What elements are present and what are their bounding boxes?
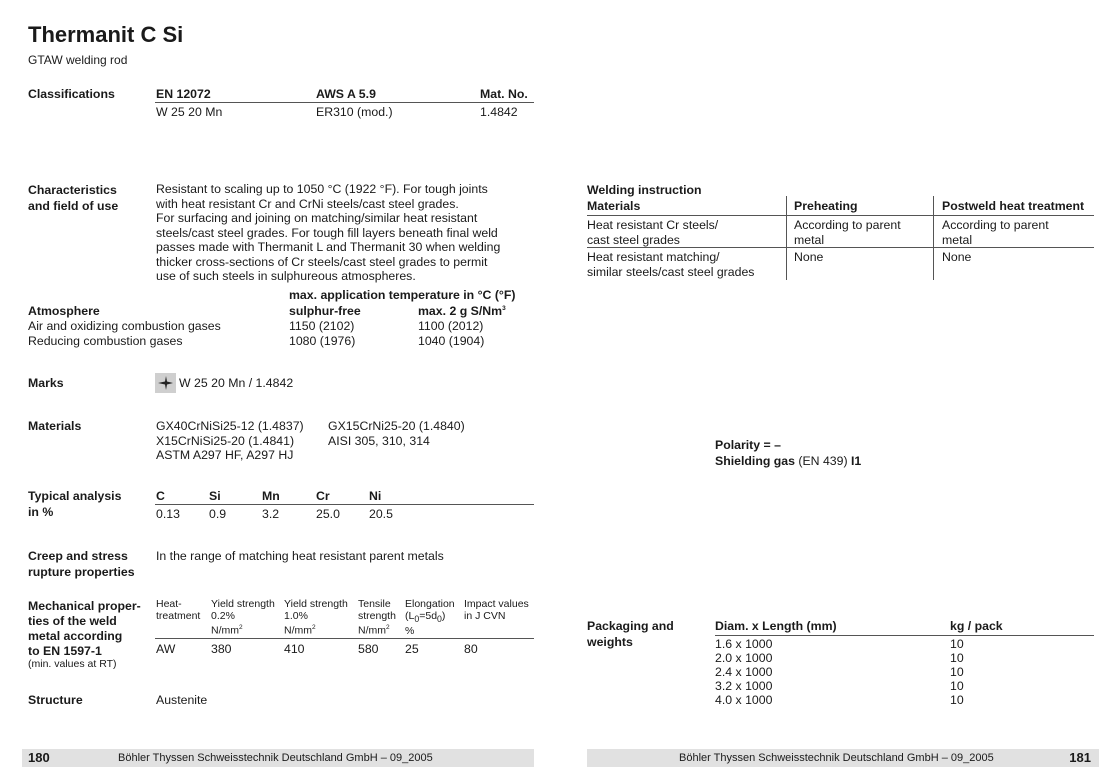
classification-header-en: EN 12072 [156,87,211,101]
max-temp-heading: max. application temperature in °C (°F) [289,288,516,302]
page-number-left: 180 [28,750,50,765]
packaging-diam: 3.2 x 1000 [715,679,773,693]
wi-header-preheating: Preheating [794,199,858,213]
materials-col-1 [156,419,304,463]
packaging-header-kg: kg / pack [950,619,1003,633]
subscript: 0 [437,614,442,625]
marks-value: W 25 20 Mn / 1.4842 [179,376,294,390]
atmosphere-row-value: 1040 (1904) [418,334,485,348]
element-value: 3.2 [262,507,280,521]
characteristics-line: use of such steels in sulphureous atmospheres. [156,269,416,283]
element-value: 25.0 [316,507,340,521]
creep-label [28,548,135,580]
wi-row-rule [587,247,1094,248]
mechanical-label [28,599,141,659]
packaging-label-line: weights [587,635,633,649]
atmosphere-row-value: 1150 (2102) [289,319,355,333]
packaging-kg: 10 [950,693,964,707]
superscript: 3 [502,304,506,312]
mech-value: 25 [405,642,419,656]
mechanical-label-line: to EN 1597-1 [28,644,102,658]
packaging-kg: 10 [950,637,964,651]
mech-value: 80 [464,642,478,656]
classification-value-aws: ER310 (mod.) [316,105,393,119]
material-item: X15CrNiSi25-20 (1.4841) [156,433,295,448]
mechanical-label-line: Mechanical proper- [28,599,141,613]
mechanical-note: (min. values at RT) [28,658,117,670]
wi-cell-line: According to parent [942,218,1049,232]
typical-analysis-label-line: in % [28,505,54,519]
characteristics-line: For surfacing and joining on matching/similar heat resistant [156,211,478,225]
classification-rule [155,102,534,103]
classification-header-aws: AWS A 5.9 [316,87,376,101]
packaging-diam: 4.0 x 1000 [715,693,773,707]
element-value: 0.9 [209,507,227,521]
atmosphere-label: Atmosphere [28,304,100,318]
footer-text-left: Böhler Thyssen Schweisstechnik Deutschland GmbH – 09_2005 [118,752,433,764]
typical-analysis-label [28,488,121,520]
materials-col-2 [328,419,465,448]
mech-header-yield10 [284,598,348,637]
characteristics-label [28,182,118,214]
element-value: 0.13 [156,507,180,521]
wi-header-rule [587,215,1094,216]
shielding-gas-value: I1 [851,454,862,468]
material-item: AISI 305, 310, 314 [328,433,430,448]
mech-header-yield02 [211,598,275,637]
material-item: ASTM A297 HF, A297 HJ [156,448,294,462]
page-title: Thermanit C Si [28,22,184,47]
mech-header-unit: N/mm [358,624,386,637]
packaging-diam: 2.0 x 1000 [715,651,773,665]
elong-part: =5d [419,610,438,622]
elong-part: ) [441,610,446,622]
creep-label-line: rupture properties [28,565,135,579]
mech-header-unit: N/mm [284,624,312,637]
mech-header-line: Impact values [464,598,529,610]
atmosphere-row-value: 1080 (1976) [289,334,356,348]
characteristics-line: passes made with Thermanit L and Thermanit 30 when welding [156,240,501,254]
material-item: GX15CrNi25-20 (1.4840) [328,419,465,433]
element-header: Si [209,489,221,503]
mech-value: 580 [358,642,379,656]
mech-header-heat [156,598,200,622]
mech-value: 380 [211,642,232,656]
wi-column-divider [933,196,934,280]
mech-header-line: Heat- [156,598,182,610]
atmosphere-row-value: 1100 (2012) [418,319,484,333]
element-value: 20.5 [369,507,393,521]
materials-label: Materials [28,419,82,433]
characteristics-label-line: Characteristics [28,183,117,197]
characteristics-line: with heat resistant Cr and CrNi steels/cast steel grades. [156,196,459,211]
creep-label-line: Creep and stress [28,549,128,563]
mech-value: 410 [284,642,305,656]
wi-header-pwht: Postweld heat treatment [942,199,1085,213]
characteristics-label-line: and field of use [28,199,119,213]
wi-row-material [587,218,718,247]
polarity-text: Polarity = – [715,438,781,452]
element-header: Cr [316,489,330,503]
wi-row-material [587,250,754,279]
shielding-gas-standard: (EN 439) [794,454,851,468]
mech-header-elongation [405,598,455,637]
mech-header-line: % [405,625,415,638]
classification-value-en: W 25 20 Mn [156,105,223,119]
mech-header-line: 0.2% [211,610,235,622]
packaging-header-diam: Diam. x Length (mm) [715,619,837,633]
wi-cell-line: Heat resistant Cr steels/ [587,218,719,232]
mech-header-line: treatment [156,610,201,622]
classification-header-matno: Mat. No. [480,87,528,101]
shielding-gas [715,454,861,468]
wi-row-pwht: None [942,250,972,264]
packaging-diam-col [715,637,772,707]
packaging-kg: 10 [950,651,964,665]
typical-analysis-label-line: Typical analysis [28,489,122,503]
wi-row-pwht [942,218,1049,247]
element-header: Mn [262,489,280,503]
mechanical-rule [155,638,534,639]
material-item: GX40CrNiSi25-12 (1.4837) [156,419,304,433]
footer-right [587,749,1099,767]
wi-cell-line: cast steel grades [587,232,680,247]
wi-cell-line: metal [942,232,973,247]
atmosphere-row-name: Air and oxidizing combustion gases [28,319,221,333]
marks-label: Marks [28,376,64,390]
atmosphere-col-max-sulphur [418,304,506,318]
characteristics-text [156,182,536,284]
characteristics-line: steels/cast steel grades. For tough fill layers beneath final weld [156,225,498,240]
structure-label: Structure [28,693,83,707]
page-number-right: 181 [1069,750,1091,765]
page-subtitle: GTAW welding rod [28,53,128,67]
welding-instruction-title: Welding instruction [587,183,702,197]
wi-column-divider [786,196,787,280]
packaging-rule [715,635,1094,636]
wi-header-materials: Materials [587,199,641,213]
mech-header-unit: N/mm [211,624,239,637]
atmosphere-col-max-sulphur-text: max. 2 g S/Nm [418,304,503,318]
packaging-diam: 1.6 x 1000 [715,637,773,651]
classification-value-matno: 1.4842 [480,105,518,119]
footer-left [22,749,534,767]
mech-header-line: Tensile [358,598,391,610]
atmosphere-col-sulphur-free: sulphur-free [289,304,361,318]
mech-header-line: strength [358,610,396,622]
packaging-kg: 10 [950,679,964,693]
characteristics-line: thicker cross-sections of Cr steels/cast steel grades to permit [156,254,488,269]
elong-part: (L [405,610,415,622]
wi-row-preheat [794,218,901,247]
superscript: 2 [312,624,316,631]
structure-value: Austenite [156,693,208,707]
mechanical-label-line: ties of the weld [28,614,117,628]
mech-header-line [358,622,396,637]
mech-value: AW [156,642,176,656]
packaging-label [587,618,674,650]
packaging-kg: 10 [950,665,964,679]
superscript: 2 [239,624,243,631]
packaging-kg-col [950,637,964,707]
shielding-gas-label: Shielding gas [715,454,795,468]
mech-header-line: Elongation [405,598,455,610]
creep-value: In the range of matching heat resistant parent metals [156,549,444,563]
mech-header-line: Yield strength [284,598,348,610]
wi-row-preheat: None [794,250,824,264]
classifications-label: Classifications [28,87,115,101]
element-header: C [156,489,165,503]
mech-header-line [284,622,348,637]
atmosphere-row-name: Reducing combustion gases [28,334,183,348]
wi-cell-line: similar steels/cast steel grades [587,264,755,279]
superscript: 2 [386,624,390,631]
mech-header-line: in J CVN [464,610,506,622]
footer-text-right: Böhler Thyssen Schweisstechnik Deutschland GmbH – 09_2005 [679,752,994,764]
mech-header-line [211,622,275,637]
wi-cell-line: According to parent [794,218,901,232]
analysis-rule [155,504,534,505]
wi-cell-line: Heat resistant matching/ [587,250,720,264]
subscript: 0 [414,614,420,625]
mark-symbol-icon [155,373,176,393]
mech-header-line [405,610,455,625]
characteristics-line: Resistant to scaling up to 1050 °C (1922 °F). For tough joints [156,182,488,196]
mech-header-tensile [358,598,396,637]
wi-cell-line: metal [794,232,825,247]
mech-header-line: Yield strength [211,598,275,610]
element-header: Ni [369,489,382,503]
mechanical-label-line: metal according [28,629,123,643]
packaging-label-line: Packaging and [587,619,674,633]
mech-header-impact [464,598,529,622]
mech-header-line: 1.0% [284,610,308,622]
packaging-diam: 2.4 x 1000 [715,665,773,679]
